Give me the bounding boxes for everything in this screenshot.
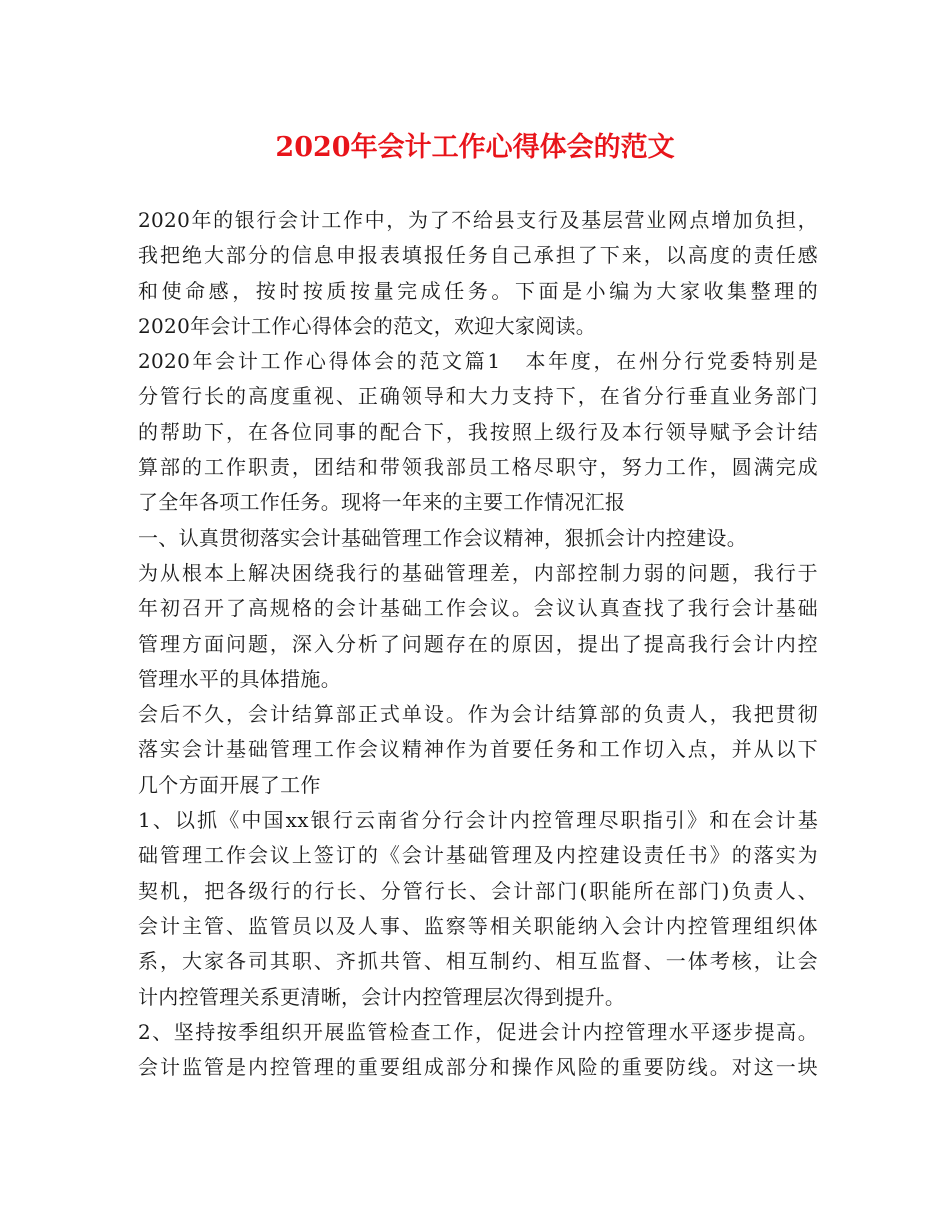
body-line: 系，大家各司其职、齐抓共管、相互制约、相互监督、一体考核，让会 [138,949,818,974]
body-line: 会后不久，会计结算部正式单设。作为会计结算部的负责人，我把贯彻 [138,702,818,727]
body-line: 年初召开了高规格的会计基础工作会议。会议认真查找了我行会计基础 [138,596,818,621]
body-line: 落实会计基础管理工作会议精神作为首要任务和工作切入点，并从以下 [138,737,818,762]
body-line: 础管理工作会议上签订的《会计基础管理及内控建设责任书》的落实为 [138,843,818,868]
section-heading: 一、认真贯彻落实会计基础管理工作会议精神，狠抓会计内控建设。 [138,525,747,550]
body-line: 为从根本上解决困绕我行的基础管理差，内部控制力弱的问题，我行于 [138,560,818,585]
body-line: 管理水平的具体措施。 [138,666,341,691]
body-line: 分管行长的高度重视、正确领导和大力支持下，在省分行垂直业务部门 [138,384,818,409]
document-body [138,203,818,1085]
body-line: 2020年会计工作心得体会的范文，欢迎大家阅读。 [138,313,597,338]
body-line: 我把绝大部分的信息申报表填报任务自己承担了下来，以高度的责任感 [138,243,818,268]
body-line: 2020年的银行会计工作中，为了不给县支行及基层营业网点增加负担， [138,208,818,232]
body-line: 的帮助下，在各位同事的配合下，我按照上级行及本行领导赋予会计结 [138,419,818,444]
body-line: 会计监管是内控管理的重要组成部分和操作风险的重要防线。对这一块 [138,1055,818,1080]
body-line: 几个方面开展了工作 [138,772,321,797]
body-line: 1、以抓《中国xx银行云南省分行会计内控管理尽职指引》和在会计基 [138,808,818,833]
body-line: 管理方面问题，深入分析了问题存在的原因，提出了提高我行会计内控 [138,631,818,656]
body-line: 计内控管理关系更清晰，会计内控管理层次得到提升。 [138,984,626,1009]
body-line: 了全年各项工作任务。现将一年来的主要工作情况汇报 [138,490,626,515]
body-line: 契机，把各级行的行长、分管行长、会计部门(职能所在部门)负责人、 [138,878,818,903]
body-line: 会计主管、监管员以及人事、监察等相关职能纳入会计内控管理组织体 [138,913,818,938]
body-line: 和使命感，按时按质按量完成任务。下面是小编为大家收集整理的 [138,278,818,303]
body-line: 算部的工作职责，团结和带领我部员工格尽职守，努力工作，圆满完成 [138,455,818,480]
body-line: 2020年会计工作心得体会的范文篇1 本年度，在州分行党委特别是 [138,349,818,374]
body-line: 2、坚持按季组织开展监管检查工作，促进会计内控管理水平逐步提高。 [138,1019,818,1044]
document-title: 2020年会计工作心得体会的范文 [275,132,675,163]
